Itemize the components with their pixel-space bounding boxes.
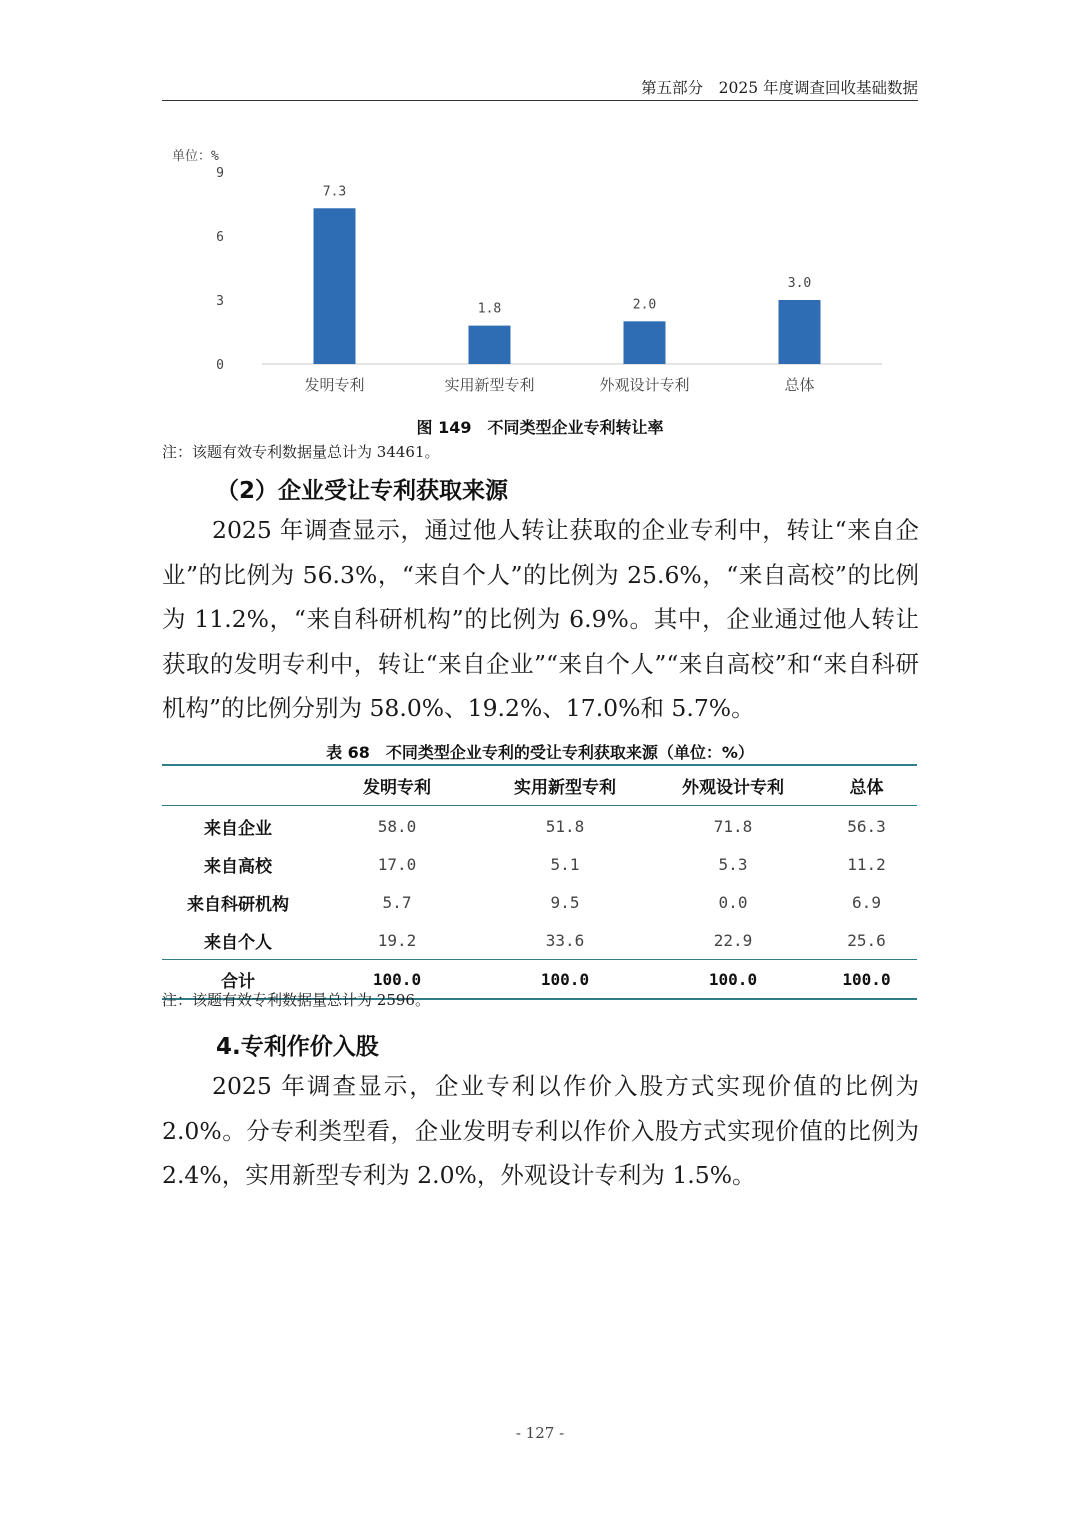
figure-note: 注：该题有效专利数据量总计为 34461。 [162,443,440,461]
table-header-row [162,765,917,806]
total-cell: 100.0 [842,969,891,989]
table-cell: 11.2 [847,854,886,874]
bar-value-label: 1.8 [477,301,502,317]
table-cell: 5.3 [718,854,748,874]
table-row [162,806,917,846]
table-row [162,845,917,883]
y-tick-label: 6 [216,230,224,245]
table-cell: 5.1 [550,854,580,874]
table-note: 注：该题有效专利数据量总计为 2596。 [162,991,430,1009]
table-cell: 51.8 [545,816,585,836]
running-header [162,74,918,101]
row-label: 来自企业 [204,818,272,839]
table-row [162,883,917,921]
table-cell: 71.8 [713,816,753,836]
figure-caption: 图 149 不同类型企业专利转让率 [416,418,664,437]
x-category-label: 外观设计专利 [599,376,690,394]
sources-table [162,764,917,1000]
table-cell: 56.3 [847,816,886,836]
bar [469,326,511,364]
row-label: 来自个人 [204,932,272,953]
bar-chart [162,140,922,410]
column-header: 总体 [849,778,884,798]
total-cell: 100.0 [540,969,590,989]
row-label: 来自高校 [204,856,272,877]
section2-heading: 4.专利作价入股 [216,1034,379,1060]
column-header: 发明专利 [363,778,431,798]
table-cell: 0.0 [718,892,748,912]
bar-value-label: 3.0 [787,276,812,291]
column-header: 外观设计专利 [682,778,784,798]
table-cell: 19.2 [377,930,417,950]
x-category-label: 总体 [784,376,815,394]
section2-paragraph: 2025 年调查显示，企业专利以作价入股方式实现价值的比例为 2.0%。分专利类型看，企业发明专利以作价入股方式实现价值的比例为 2.4%，实用新型专利为 2.0%，外观设计专利为 1.5%。 [162,1072,919,1189]
row-label: 来自科研机构 [187,894,289,915]
column-header [162,765,314,806]
chart-unit-label: 单位：% [172,149,219,164]
table-cell: 33.6 [545,930,585,950]
table-cell: 9.5 [550,892,580,912]
bar-value-label: 2.0 [632,297,657,313]
table-cell: 6.9 [852,892,881,912]
section-paragraph: 2025 年调查显示，通过他人转让获取的企业专利中，转让“来自企业”的比例为 56.3%，“来自个人”的比例为 25.6%，“来自高校”的比例为 11.2%，“来自科研机构”的比例为 6.9%。其中，企业通过他人转让获取的发明专利中，转让“来自企业”“来自个人”“来自高校”和“来自科研机构”的比例分别为 58.0%、19.2%、17.0%和 5.7%。 [162,516,919,722]
total-label: 合计 [221,971,255,992]
bar [624,321,666,364]
x-category-label: 实用新型专利 [444,376,535,394]
y-tick-label: 9 [216,166,224,181]
bar [779,300,821,364]
page-number: - 127 - [515,1424,565,1442]
x-category-label: 发明专利 [304,376,365,394]
table-caption: 表 68 不同类型企业专利的受让专利获取来源（单位：%） [326,743,754,762]
column-header: 实用新型专利 [514,778,616,798]
table-row [162,921,917,960]
table-cell: 58.0 [377,816,417,836]
section-heading: （2）企业受让专利获取来源 [216,478,509,504]
table-cell: 5.7 [382,892,412,912]
total-cell: 100.0 [372,969,422,989]
bar [314,208,356,364]
bar-value-label: 7.3 [322,184,347,200]
bar-chart-svg [162,140,922,410]
y-tick-label: 0 [216,358,224,373]
table-cell: 22.9 [713,930,753,950]
table-cell: 25.6 [847,930,886,950]
y-tick-label: 3 [216,294,224,309]
header-title: 第五部分 2025 年度调查回收基础数据 [641,79,918,97]
total-cell: 100.0 [708,969,758,989]
table-cell: 17.0 [377,854,417,874]
